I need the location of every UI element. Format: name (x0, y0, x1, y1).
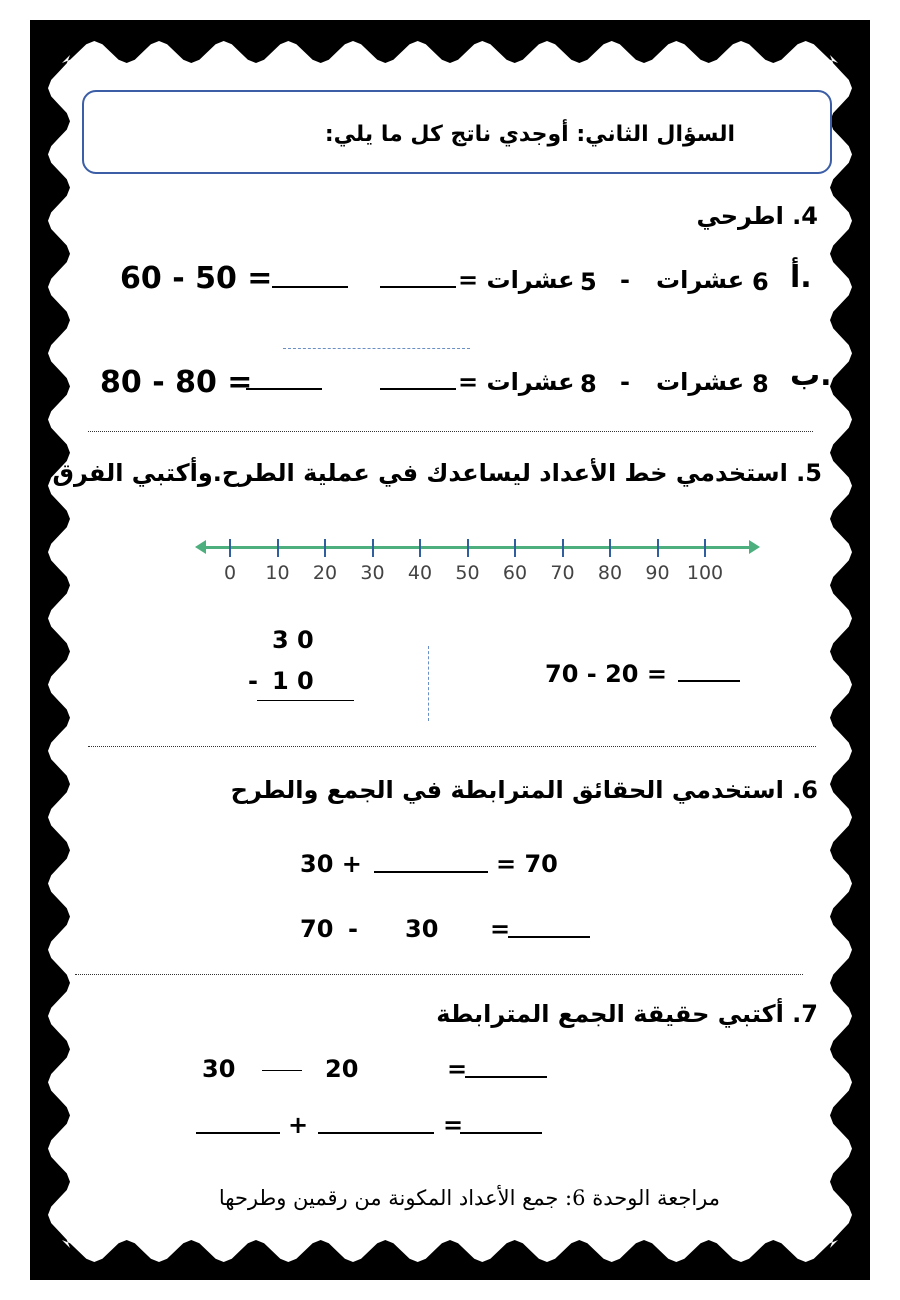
number-line-tick (514, 539, 516, 557)
q5-answer-blank[interactable] (678, 664, 740, 682)
q7-line2-blank-2[interactable] (318, 1116, 434, 1134)
number-line-tick (277, 539, 279, 557)
q6-line2-blank[interactable] (508, 920, 590, 938)
number-line-tick (609, 539, 611, 557)
number-line-tick-label: 100 (686, 562, 724, 584)
q7-line1-a: 30 (202, 1055, 236, 1083)
q5-title (43, 459, 822, 487)
number-line-tick (704, 539, 706, 557)
number-line-tick-label: 90 (645, 562, 670, 584)
q4b-second: 8 (580, 370, 597, 398)
q7-line2-eq: = (443, 1111, 464, 1139)
q6-title (231, 776, 818, 804)
q7-line2-blank-1[interactable] (196, 1116, 280, 1134)
vertical-subtraction-rule (257, 700, 354, 701)
q6-line1-blank[interactable] (374, 855, 488, 873)
q4b-word2: عشرات = (458, 368, 575, 396)
number-line-tick-label: 70 (550, 562, 575, 584)
vertical-subtraction-minus: - (248, 667, 258, 695)
q4-title-text: اطرحي (696, 202, 784, 230)
q6-line2-minus: - (348, 915, 358, 943)
q6-title-text: استخدمي الحقائق المترابطة في الجمع والطرح (230, 776, 784, 804)
q4-title (696, 202, 818, 230)
vertical-subtraction-bottom: 1 0 (272, 667, 314, 695)
number-line-tick-label: 0 (223, 562, 237, 584)
q4a-second: 5 (580, 268, 597, 296)
number-line-tick (657, 539, 659, 557)
question-header-title: السؤال الثاني: أوجدي ناتج كل ما يلي: (324, 122, 735, 147)
q4a-answer-blank-2[interactable] (272, 270, 348, 288)
q4a-expression: = 50 - 60 (120, 261, 273, 296)
q6-line2-eq: = (490, 915, 511, 943)
q7-line2-blank-3[interactable] (460, 1116, 542, 1134)
q4b-word1: عشرات (656, 368, 745, 396)
q7-title-text: أكتبي حقيقة الجمع المترابطة (436, 1000, 784, 1028)
q4b-first: 8 (752, 370, 769, 398)
q7-line1-blank[interactable] (465, 1060, 547, 1078)
q7-line1-eq: = (447, 1055, 468, 1083)
number-line-tick-label: 10 (265, 562, 290, 584)
number-line-tick (467, 539, 469, 557)
q4b-expression: = 80 - 80 (100, 365, 253, 400)
q6-line2-b: 30 (405, 915, 439, 943)
number-line-tick-label: 60 (502, 562, 528, 584)
number-line-tick-label: 30 (360, 562, 385, 584)
q7-operator-blank[interactable] (262, 1070, 302, 1071)
q7-number: 7. (792, 1000, 818, 1028)
q7-line1-b: 20 (325, 1055, 359, 1083)
q5-equation: 70 - 20 = (545, 660, 667, 688)
q4a-word2: عشرات = (458, 266, 575, 294)
q4a-word1: عشرات (656, 266, 745, 294)
number-line-tick-label: 50 (455, 562, 480, 584)
q7-line2-plus: + (288, 1111, 309, 1139)
number-line-tick (562, 539, 564, 557)
number-line-tick (324, 539, 326, 557)
q4-dashed-divider (283, 348, 470, 349)
q4a-minus: - (620, 266, 630, 294)
q4b-minus: - (620, 368, 630, 396)
q4b-answer-blank-1[interactable] (380, 372, 456, 390)
number-line-tick-label: 80 (597, 562, 623, 584)
number-line-tick (372, 539, 374, 557)
section-divider-1 (88, 431, 813, 432)
q5-vertical-divider (428, 646, 429, 721)
number-line-axis (203, 546, 752, 549)
q4a-first: 6 (752, 268, 769, 296)
q4b-letter: ب. (790, 358, 832, 393)
q4-number: 4. (792, 202, 818, 230)
q7-title (436, 1000, 818, 1028)
q6-line1-right: = 70 (496, 850, 558, 878)
section-divider-3 (75, 974, 803, 975)
number-line (195, 548, 760, 588)
number-line-left-arrow (195, 540, 206, 554)
number-line-tick (419, 539, 421, 557)
number-line-right-arrow (749, 540, 760, 554)
q5-title-text: استخدمي خط الأعداد ليساعدك في عملية الطرح.وأكتبي الفرق. (43, 459, 788, 487)
q4b-answer-blank-2[interactable] (246, 372, 322, 390)
q5-number: 5. (796, 459, 822, 487)
q4a-letter: أ. (790, 260, 812, 295)
section-divider-2 (88, 746, 816, 747)
vertical-subtraction-top: 3 0 (272, 626, 314, 654)
q6-line1-left: 30 + (300, 850, 362, 878)
number-line-tick (229, 539, 231, 557)
q4a-answer-blank-1[interactable] (380, 270, 456, 288)
number-line-tick-label: 40 (407, 562, 433, 584)
q6-number: 6. (792, 776, 818, 804)
q6-line2-a: 70 (300, 915, 334, 943)
footer-unit-review: مراجعة الوحدة 6: جمع الأعداد المكونة من رقمين وطرحها (218, 1186, 720, 1210)
number-line-tick-label: 20 (312, 562, 338, 584)
